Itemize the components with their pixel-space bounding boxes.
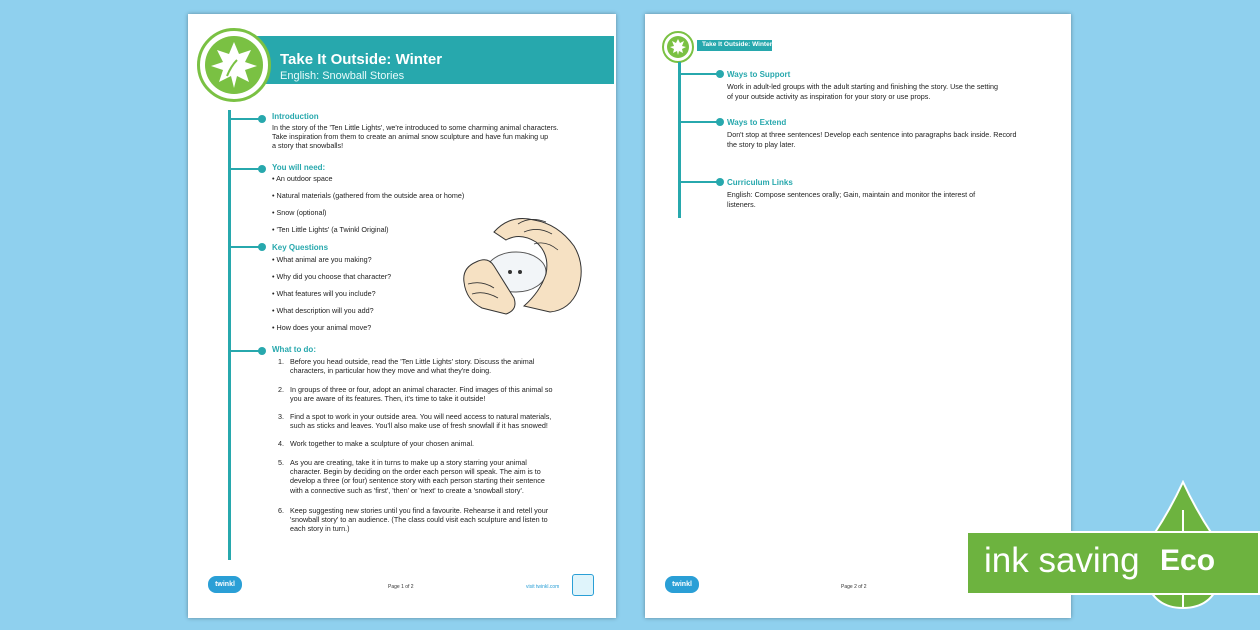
step-line: characters, in particular how they move and what they're doing. [290,366,492,376]
list-item: • What animal are you making? [272,255,372,264]
list-item: • What features will you include? [272,289,376,298]
timeline-branch [678,121,718,123]
list-item: • Natural materials (gathered from the outside area or home) [272,191,465,200]
worksheet-page-1 [188,14,616,618]
step-number: 1. [278,357,284,366]
step-line: with a connective such as 'first', 'then' or 'next' to create a 'snowball story'. [290,485,524,495]
section-heading-you-will-need: You will need: [272,163,326,172]
step-line: As you are creating, take it in turns to make up a story starring your animal [290,458,527,467]
hands-holding-snowball-illustration [454,210,590,322]
extend-line: Don't stop at three sentences! Develop each sentence into paragraphs back inside. Record [727,130,1017,139]
eco-badge-word: Eco [1160,544,1216,577]
timeline-dot [258,165,266,173]
twinkl-logo: twinkl [208,576,242,593]
timeline-branch [678,181,718,183]
curriculum-line: English: Compose sentences orally; Gain, maintain and monitor the interest of [727,190,976,199]
support-line: Work in adult-led groups with the adult starting and finishing the story. Use the setting [727,82,999,91]
leaf-icon [205,36,263,94]
section-heading-ways-to-extend: Ways to Extend [727,118,787,127]
step-number: 5. [278,458,284,467]
step-number: 4. [278,439,284,448]
list-item: • 'Ten Little Lights' (a Twinkl Original) [272,225,389,234]
step-line: such as sticks and leaves. You'll also make use of fresh snowfall if it has snowed! [290,421,548,431]
step-line: Find a spot to work in your outside area. You will need access to natural materials, [290,412,552,421]
timeline-branch [228,168,260,170]
list-item: • What description will you add? [272,306,374,315]
timeline-dot [716,118,724,126]
extend-line: the story to play later. [727,140,796,149]
step-number: 3. [278,412,284,421]
section-heading-introduction: Introduction [272,112,319,121]
timeline-line [228,110,231,560]
section-heading-curriculum-links: Curriculum Links [727,178,793,187]
page-subtitle: English: Snowball Stories [280,70,405,82]
list-item: • Why did you choose that character? [272,272,392,281]
timeline-dot [716,178,724,186]
timeline-dot [716,70,724,78]
twinkl-logo: twinkl [665,576,699,593]
step-line: each story in turn.) [290,524,350,534]
list-item: • Snow (optional) [272,208,327,217]
timeline-dot [258,243,266,251]
introduction-line: Take inspiration from them to create an animal snow sculpture and have fun making up [272,132,549,141]
support-line: of your outside activity as inspiration for your story or use props. [727,92,931,101]
step-line: character. Begin by deciding on the order each person will speak. The aim is to [290,467,541,477]
curriculum-line: listeners. [727,200,756,209]
section-heading-ways-to-support: Ways to Support [727,70,791,79]
section-heading-key-questions: Key Questions [272,243,329,252]
introduction-line: a story that snowballs! [272,141,344,150]
leaf-logo-small [662,31,694,63]
timeline-line [678,62,681,218]
page-number: Page 1 of 2 [388,584,414,590]
step-line: 'snowball story' to an audience. (The class could visit each sculpture and listen to [290,515,548,525]
worksheet-page-2 [645,14,1071,618]
step-line: Before you head outside, read the 'Ten Little Lights' story. Discuss the animal [290,357,535,366]
footer-link[interactable]: visit twinkl.com [526,584,560,590]
leaf-icon [667,36,689,58]
list-item: • How does your animal move? [272,323,372,332]
quality-badge-icon [572,574,594,596]
timeline-branch [228,350,260,352]
page-title: Take It Outside: Winter [280,51,443,68]
timeline-branch [228,246,260,248]
step-line: develop a three (or four) sentence story with each person starting their sentence [290,476,545,486]
introduction-line: In the story of the 'Ten Little Lights', we're introduced to some charming animal characters. [272,123,559,132]
timeline-dot [258,115,266,123]
step-number: 6. [278,506,284,515]
timeline-dot [258,347,266,355]
step-line: Keep suggesting new stories until you find a favourite. Rehearse it and retell your [290,506,549,515]
step-number: 2. [278,385,284,394]
step-line: Work together to make a sculpture of your chosen animal. [290,439,475,448]
step-line: In groups of three or four, adopt an animal character. Find images of this animal so [290,385,553,394]
step-line: you are aware of its features. Then, it's time to take it outside! [290,394,486,404]
timeline-branch [228,118,260,120]
timeline-branch [678,73,718,75]
section-heading-what-to-do: What to do: [272,345,316,354]
page-title-small: Take It Outside: Winter [702,41,773,48]
list-item: • An outdoor space [272,174,333,183]
leaf-logo [197,28,271,102]
eco-badge-label: ink saving [984,541,1140,580]
page-number: Page 2 of 2 [841,584,867,590]
